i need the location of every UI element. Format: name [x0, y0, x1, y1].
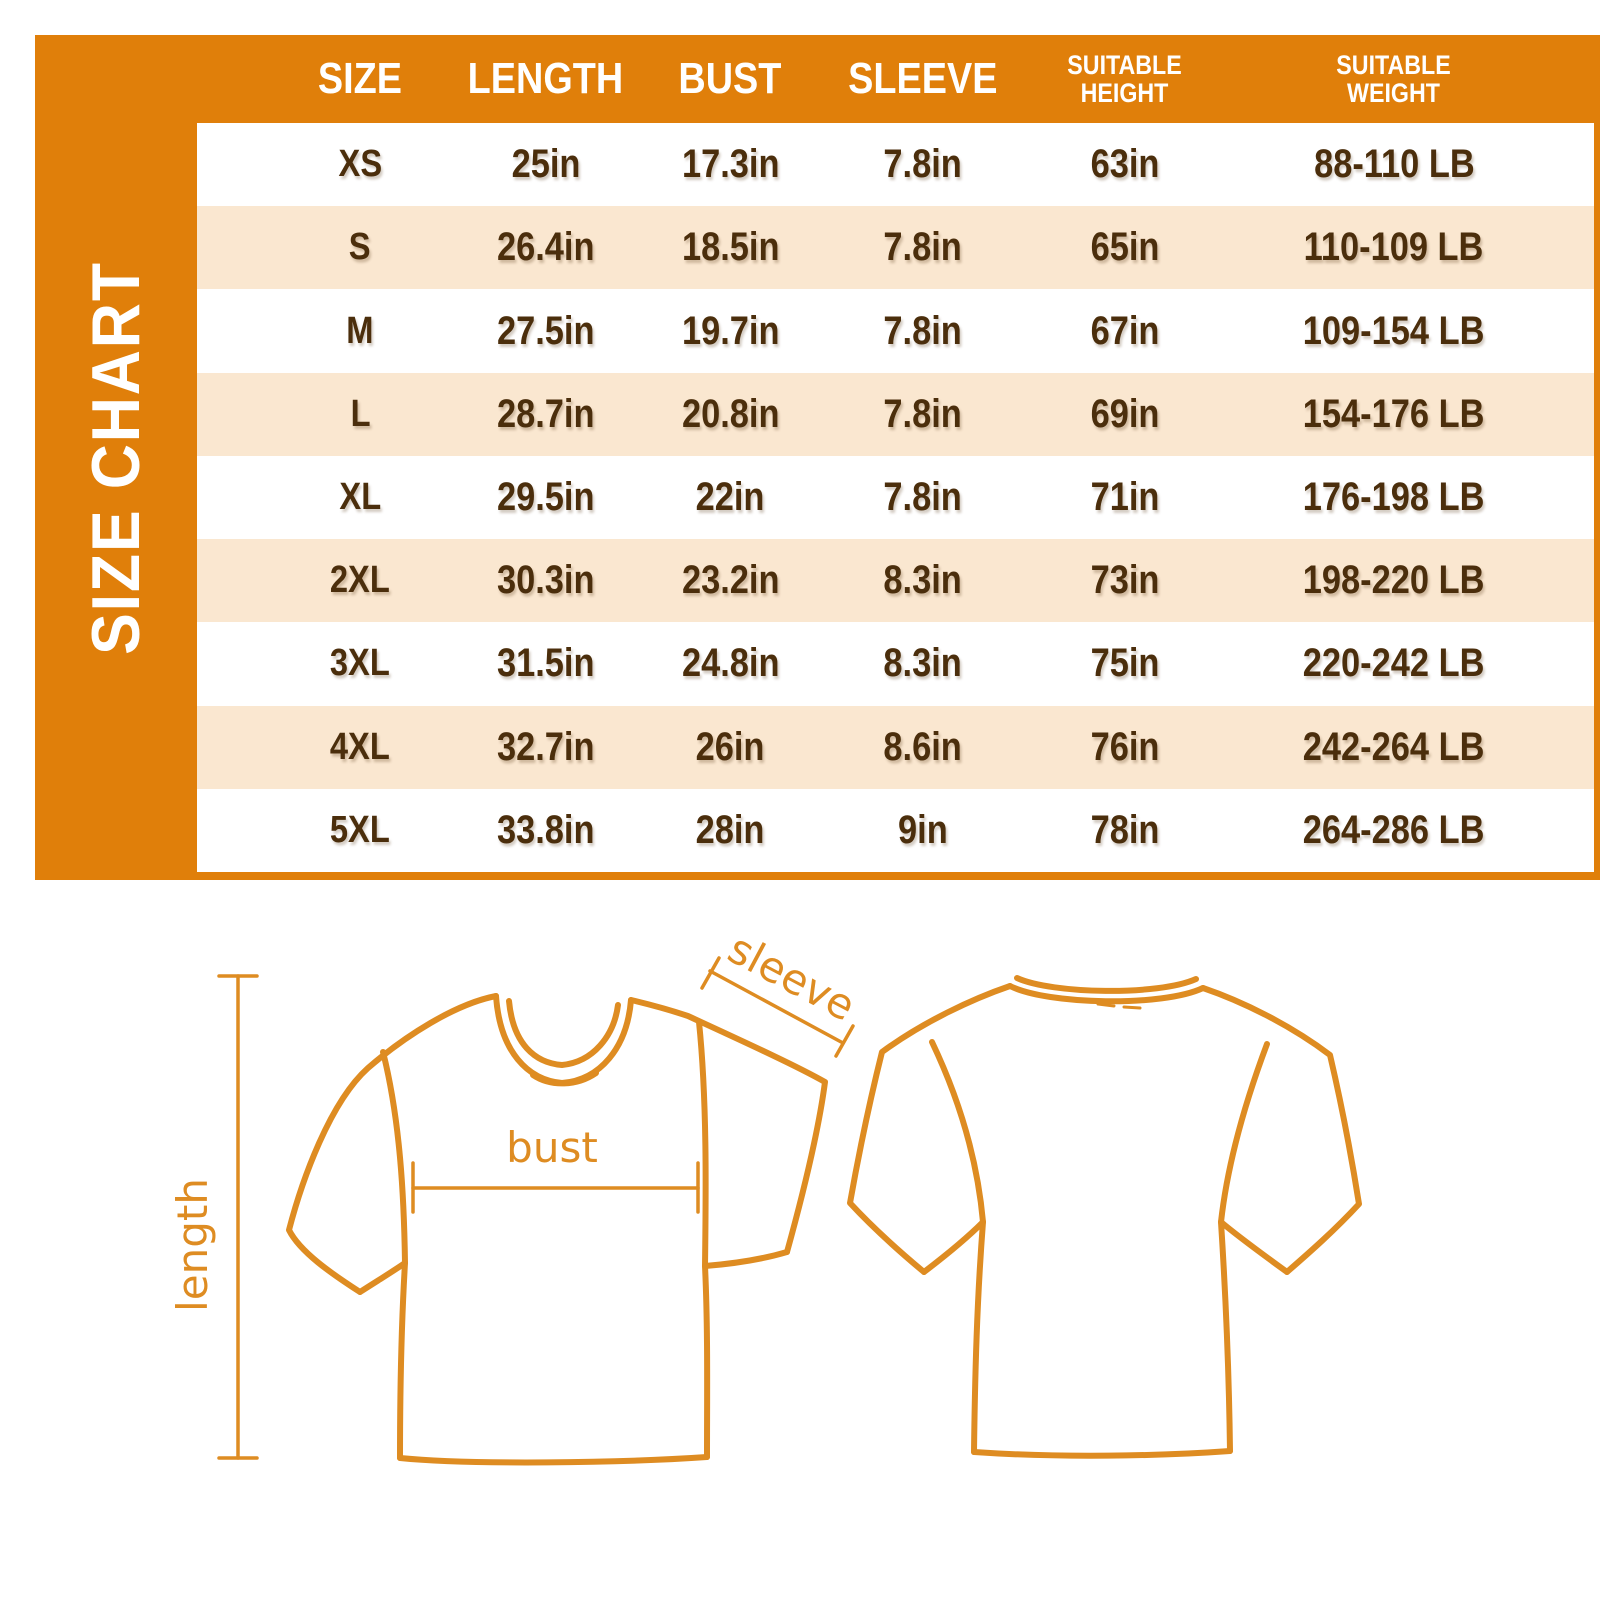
- cell-height: 71in: [1090, 474, 1160, 519]
- cell-weight: 110-109 LB: [1304, 225, 1484, 270]
- cell-bust: 20.8in: [681, 391, 780, 436]
- cell-size: 3XL: [330, 642, 391, 685]
- cell-length: 32.7in: [497, 724, 595, 769]
- cell-weight: 176-198 LB: [1303, 474, 1485, 519]
- sidebar: [35, 35, 197, 880]
- cell-length: 33.8in: [497, 807, 595, 852]
- cell-bust: 18.5in: [681, 225, 780, 270]
- cell-height: 69in: [1090, 391, 1160, 436]
- cell-height: 67in: [1090, 308, 1160, 353]
- measurement-diagram: [0, 900, 1600, 1600]
- sidebar-title: SIZE CHART: [78, 260, 154, 655]
- size-chart-frame: [35, 35, 1600, 880]
- cell-height: 73in: [1090, 558, 1160, 603]
- cell-length: 26.4in: [497, 225, 595, 270]
- table-row: [197, 373, 1594, 456]
- table-row: [197, 622, 1594, 705]
- cell-length: 31.5in: [497, 641, 595, 686]
- tshirt-back-outline: [850, 978, 1359, 1456]
- cell-bust: 28in: [695, 807, 765, 852]
- tshirt-front-outline: [289, 996, 825, 1462]
- column-header: BUST: [678, 54, 782, 103]
- cell-sleeve: 7.8in: [883, 142, 963, 187]
- column-header: LENGTH: [468, 54, 624, 103]
- cell-weight: 220-242 LB: [1303, 641, 1485, 686]
- table-row: [197, 289, 1594, 372]
- column-header: SUITABLE WEIGHT: [1336, 49, 1452, 108]
- cell-weight: 264-286 LB: [1303, 807, 1485, 852]
- cell-length: 27.5in: [497, 308, 595, 353]
- cell-sleeve: 7.8in: [883, 474, 963, 519]
- cell-size: 2XL: [330, 559, 391, 602]
- table-body: [197, 123, 1594, 872]
- cell-length: 29.5in: [497, 474, 595, 519]
- table-row: [197, 123, 1594, 206]
- column-header: SIZE: [318, 54, 403, 103]
- cell-height: 75in: [1090, 641, 1160, 686]
- cell-bust: 17.3in: [681, 142, 780, 187]
- cell-size: 4XL: [330, 725, 391, 768]
- cell-length: 25in: [511, 142, 581, 187]
- cell-height: 65in: [1090, 225, 1160, 270]
- sleeve-label: sleeve: [720, 923, 864, 1031]
- cell-bust: 22in: [695, 474, 765, 519]
- cell-bust: 19.7in: [681, 308, 780, 353]
- cell-length: 30.3in: [497, 558, 595, 603]
- cell-size: L: [350, 392, 371, 435]
- length-label: length: [168, 1178, 217, 1312]
- cell-weight: 88-110 LB: [1313, 142, 1475, 187]
- cell-sleeve: 7.8in: [883, 391, 963, 436]
- table-row: [197, 706, 1594, 789]
- column-header: SLEEVE: [848, 54, 998, 103]
- table-row: [197, 456, 1594, 539]
- cell-height: 76in: [1090, 724, 1160, 769]
- cell-sleeve: 7.8in: [883, 308, 963, 353]
- table-row: [197, 206, 1594, 289]
- length-measure-line: [219, 976, 257, 1458]
- cell-bust: 26in: [695, 724, 765, 769]
- cell-sleeve: 7.8in: [883, 225, 963, 270]
- cell-bust: 24.8in: [681, 641, 780, 686]
- cell-weight: 109-154 LB: [1303, 308, 1485, 353]
- header-row: [197, 35, 1594, 123]
- cell-height: 78in: [1090, 807, 1160, 852]
- table-row: [197, 539, 1594, 622]
- cell-size: M: [346, 309, 374, 352]
- bust-label: bust: [506, 1123, 598, 1172]
- cell-length: 28.7in: [497, 391, 595, 436]
- cell-size: XL: [339, 475, 382, 518]
- cell-sleeve: 8.6in: [883, 724, 963, 769]
- cell-weight: 242-264 LB: [1303, 724, 1485, 769]
- cell-sleeve: 8.3in: [883, 558, 963, 603]
- cell-weight: 154-176 LB: [1303, 391, 1485, 436]
- cell-size: XS: [338, 143, 382, 186]
- cell-height: 63in: [1090, 142, 1160, 187]
- table-row: [197, 789, 1594, 872]
- cell-sleeve: 9in: [898, 807, 948, 852]
- cell-bust: 23.2in: [681, 558, 780, 603]
- cell-weight: 198-220 LB: [1303, 558, 1485, 603]
- cell-size: 5XL: [330, 808, 391, 851]
- cell-size: S: [349, 226, 372, 269]
- cell-sleeve: 8.3in: [883, 641, 963, 686]
- column-header: SUITABLE HEIGHT: [1067, 49, 1183, 108]
